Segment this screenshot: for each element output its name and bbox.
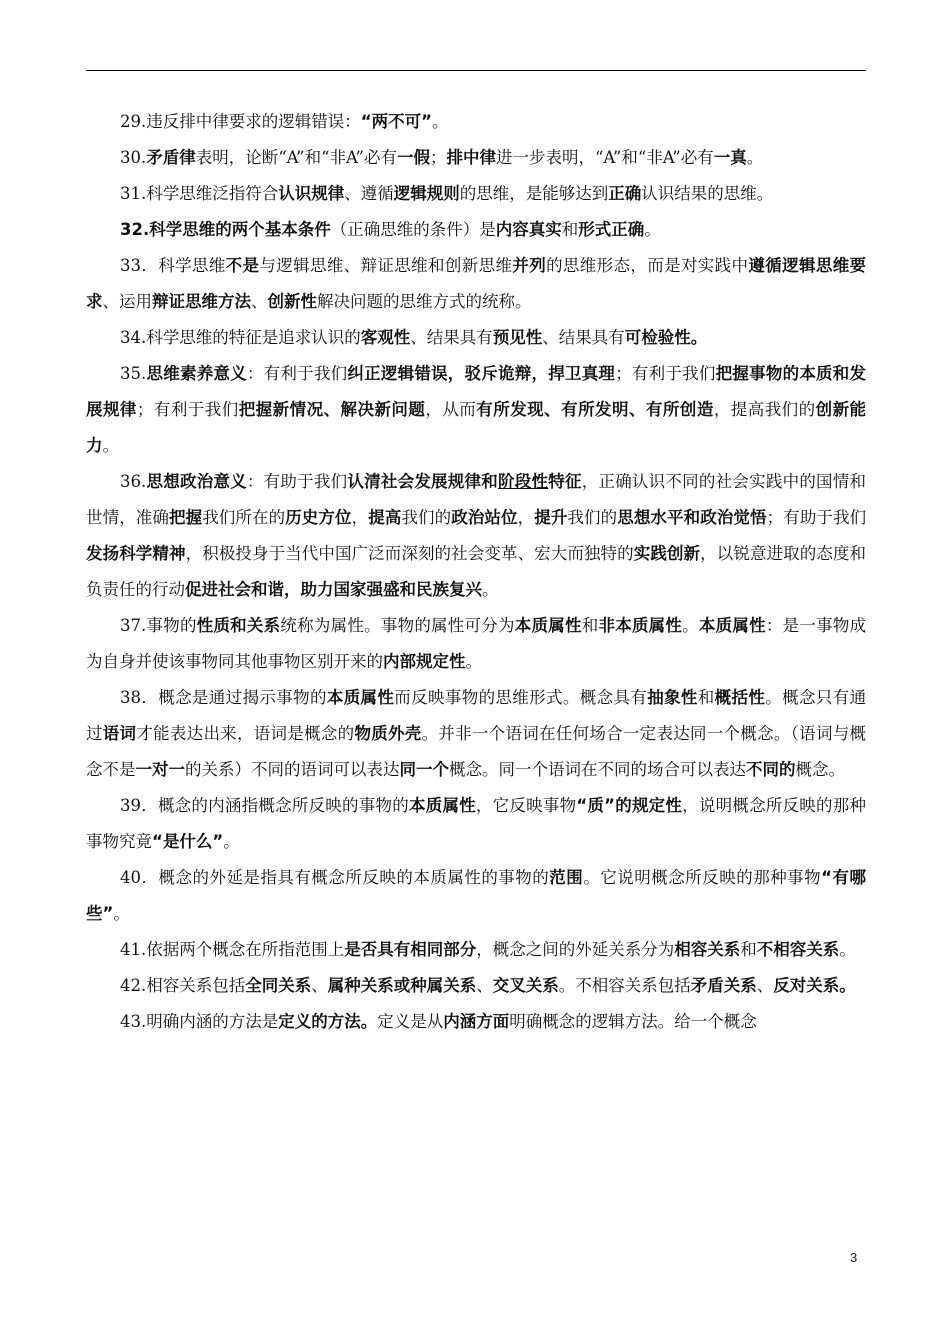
bold-text: 把握 <box>169 508 203 527</box>
paragraph-item <box>86 212 866 248</box>
text-run: 35. <box>120 364 147 383</box>
bold-text: 内部规定性 <box>383 652 466 671</box>
bold-text: 实践创新 <box>633 544 701 563</box>
paragraph-item <box>86 932 866 968</box>
bold-text: “质”的规定性 <box>576 796 683 815</box>
bold-text: 可检验性。 <box>624 328 708 347</box>
text-run: 。 <box>746 148 764 167</box>
bold-text: 矛盾关系 <box>690 976 757 995</box>
bold-text: 属种关系或种属关系 <box>327 976 477 995</box>
page-number: 3 <box>850 1250 858 1265</box>
text-run: 统称为属性。事物的属性可分为 <box>280 616 515 635</box>
bold-text: 思想水平和政治觉悟 <box>617 508 767 527</box>
text-run: 和 <box>740 940 757 959</box>
bold-text: 本质属性 <box>326 688 395 707</box>
text-run: 。 <box>102 436 119 455</box>
text-run: 33．科学思维 <box>120 256 226 275</box>
text-run: 38．概念是通过揭示事物的 <box>120 688 327 707</box>
bold-text: 辩证思维方法 <box>152 292 251 311</box>
text-run: 认识结果的思维。 <box>641 184 774 203</box>
bold-text: 提升 <box>534 508 568 527</box>
paragraph-item <box>86 608 866 680</box>
text-run: 42.相容关系包括 <box>120 976 246 995</box>
text-run: 的思维，是能够达到 <box>459 184 609 203</box>
text-run: 定义是从 <box>377 1012 444 1031</box>
bold-text: 不同的 <box>746 760 796 779</box>
text-run: 才能表达出来，语词是概念的 <box>136 724 355 743</box>
bold-text: 全同关系 <box>245 976 312 995</box>
text-run: 、运用 <box>102 292 152 311</box>
text-run: ，正确认识不同的社会实践中的国情和世情，准确 <box>86 472 867 527</box>
text-run: 解决问题的思维方式的统称。 <box>317 292 532 311</box>
bold-text: 把握事物的本质和发展规律 <box>86 364 867 419</box>
bold-text: 形式正确 <box>578 220 645 239</box>
text-run: 明确概念的逻辑方法。给一个概念 <box>509 1012 757 1031</box>
text-run: 。 <box>431 112 449 131</box>
text-run: 。 <box>223 832 240 851</box>
bold-text: 促进社会和谐，助力国家强盛和民族复兴 <box>185 580 482 599</box>
text-run: 36. <box>120 472 147 491</box>
text-run: 、 <box>756 976 774 995</box>
text-run: 31.科学思维泛指符合 <box>120 184 279 203</box>
text-run: 、遵循 <box>344 184 394 203</box>
bold-text: 纠正逻辑错误，驳斥诡辩，捍卫真理 <box>347 364 616 383</box>
bold-text: 一真 <box>713 148 747 167</box>
bold-text: 定义的方法。 <box>278 1012 378 1031</box>
bold-text: 32.科学思维的两个基本条件 <box>120 220 331 239</box>
text-run: 我们所在的 <box>202 508 286 527</box>
text-run: 34.科学思维的特征是追求认识的 <box>120 328 361 347</box>
bold-text: 特征 <box>548 472 582 491</box>
bold-text: 范围 <box>549 868 584 887</box>
bold-text: 性质和关系 <box>196 616 281 635</box>
text-run: 表明，论断“A”和“非A”必有 <box>195 148 397 167</box>
text-run: 与逻辑思维、辩证思维和创新思维 <box>259 256 513 275</box>
bold-text: 是否具有相同部分 <box>344 940 477 959</box>
bold-text: 非本质属性 <box>598 616 683 635</box>
text-run: 、 <box>476 976 493 995</box>
text-run: ；有利于我们 <box>615 364 716 383</box>
text-run: ：有助于我们 <box>246 472 348 491</box>
text-run: ，提高我们的 <box>713 400 816 419</box>
bold-text: 本质属性 <box>408 796 476 815</box>
text-run: ；有助于我们 <box>766 508 867 527</box>
bold-text: 创新性 <box>267 292 317 311</box>
bold-text: 内容真实 <box>495 220 562 239</box>
text-run: 30. <box>120 148 147 167</box>
bold-text: 矛盾律 <box>146 148 196 167</box>
text-run: 的关系）不同的语词可以表达 <box>185 760 400 779</box>
text-run: 我们的 <box>567 508 618 527</box>
text-run: 我们的 <box>401 508 452 527</box>
bold-text: 反对关系。 <box>773 976 856 995</box>
bold-text: 创新能力 <box>86 400 867 455</box>
text-run: 。不相容关系包括 <box>558 976 691 995</box>
bold-text: 正确 <box>608 184 642 203</box>
text-run: 和 <box>561 220 579 239</box>
bold-text: 不是 <box>225 256 260 275</box>
paragraph-item <box>86 464 866 608</box>
bold-text: 并列 <box>512 256 547 275</box>
text-run: 40．概念的外延是指具有概念所反映的本质属性的事物的 <box>120 868 550 887</box>
bold-text: 思维素养意义 <box>146 364 247 383</box>
header-rule <box>86 70 866 71</box>
bold-text: 相容关系 <box>674 940 741 959</box>
bold-text: 一对一 <box>135 760 185 779</box>
text-run: 和 <box>581 616 599 635</box>
text-run: ，积极投身于当代中国广泛而深刻的社会变革、宏大而独特的 <box>185 544 634 563</box>
text-run: 的思维形态，而是对实践中 <box>546 256 749 275</box>
paragraph-item <box>86 1004 866 1040</box>
bold-text: “有哪些” <box>86 868 866 923</box>
paragraph-item <box>86 320 866 356</box>
text-run: ：是一事物成为自身并使该事物同其他事物区别开来的 <box>86 616 867 671</box>
bold-text: 语词 <box>102 724 137 743</box>
text-run: ：有利于我们 <box>246 364 348 383</box>
text-run: 。并非一个语词在任何场合一定表达同一个概念。（语词与概念不是 <box>86 724 867 779</box>
text-run: 29.违反排中律要求的逻辑错误： <box>120 112 361 131</box>
text-run: ， <box>517 508 535 527</box>
text-run: 。 <box>839 940 856 959</box>
bold-text: 概括性 <box>714 688 766 707</box>
bold-text: 有所发现、有所发明、有所创造 <box>476 400 714 419</box>
text-run: 41.依据两个概念在所指范围上 <box>120 940 345 959</box>
bold-text: 认识规律 <box>278 184 345 203</box>
text-run: 而反映事物的思维形式。概念具有 <box>394 688 648 707</box>
text-run: ，从而 <box>425 400 477 419</box>
bold-text: 抽象性 <box>647 688 698 707</box>
bold-text: 排中律 <box>446 148 496 167</box>
bold-text: 思想政治意义 <box>146 472 247 491</box>
text-run: ，概念之间的外延关系分为 <box>476 940 675 959</box>
paragraph-item <box>86 680 866 788</box>
text-run: 、结果具有 <box>410 328 493 347</box>
text-run: 。 <box>113 904 130 923</box>
text-run: 。 <box>482 580 499 599</box>
text-run: 进一步表明，“A”和“非A”必有 <box>495 148 714 167</box>
text-run: 。 <box>465 652 482 671</box>
bold-text: 一假 <box>396 148 430 167</box>
paragraph-item <box>86 860 866 932</box>
text-run: 。 <box>682 616 699 635</box>
paragraph-item <box>86 968 866 1004</box>
bold-text: 把握新情况、解决新问题 <box>238 400 426 419</box>
text-run: 概念。同一个语词在不同的场合可以表达 <box>449 760 746 779</box>
bold-text: 历史方位 <box>285 508 352 527</box>
bold-text: “是什么” <box>152 832 224 851</box>
document-body <box>86 104 866 1040</box>
bold-text: 内涵方面 <box>443 1012 510 1031</box>
paragraph-item <box>86 248 866 320</box>
bold-text: 认清社会发展规律和 <box>347 472 499 491</box>
paragraph-item <box>86 356 866 464</box>
text-run: 和 <box>697 688 715 707</box>
bold-text: 物质外壳 <box>354 724 422 743</box>
text-run: 、 <box>251 292 268 311</box>
bold-text: 阶段性 <box>498 472 549 491</box>
text-run: ， <box>351 508 369 527</box>
text-run: 概念。 <box>795 760 845 779</box>
bold-text: 不相容关系 <box>756 940 840 959</box>
bold-text: 遵循逻辑思维要求 <box>86 256 867 311</box>
bold-text: 发扬科学精神 <box>86 544 186 563</box>
text-run: 。 <box>644 220 661 239</box>
bold-text: 提高 <box>368 508 402 527</box>
bold-text: 本质属性 <box>698 616 766 635</box>
paragraph-item <box>86 104 866 140</box>
bold-text: 预见性 <box>492 328 543 347</box>
bold-text: 逻辑规则 <box>393 184 460 203</box>
paragraph-item <box>86 140 866 176</box>
text-run: ，以锐意进取的态度和负责任的行动 <box>86 544 867 599</box>
paragraph-item <box>86 176 866 212</box>
bold-text: “两不可” <box>360 112 432 131</box>
text-run: ，说明概念所反映的那种事物究竟 <box>86 796 866 851</box>
bold-text: 客观性 <box>360 328 411 347</box>
text-run: ；有利于我们 <box>136 400 239 419</box>
text-run: 。概念只有通过 <box>86 688 867 743</box>
bold-text: 政治站位 <box>451 508 518 527</box>
text-run: 、结果具有 <box>542 328 625 347</box>
text-run: ； <box>429 148 447 167</box>
text-run: 、 <box>311 976 328 995</box>
text-run: （正确思维的条件）是 <box>330 220 496 239</box>
bold-text: 本质属性 <box>514 616 582 635</box>
text-run: 43.明确内涵的方法是 <box>120 1012 279 1031</box>
text-run: ，它反映事物 <box>475 796 577 815</box>
paragraph-item <box>86 788 866 860</box>
bold-text: 同一个 <box>399 760 449 779</box>
text-run: 39．概念的内涵指概念所反映的事物的 <box>120 796 409 815</box>
text-run: 37.事物的 <box>120 616 197 635</box>
text-run: 。它说明概念所反映的那种事物 <box>583 868 822 887</box>
bold-text: 交叉关系 <box>492 976 559 995</box>
